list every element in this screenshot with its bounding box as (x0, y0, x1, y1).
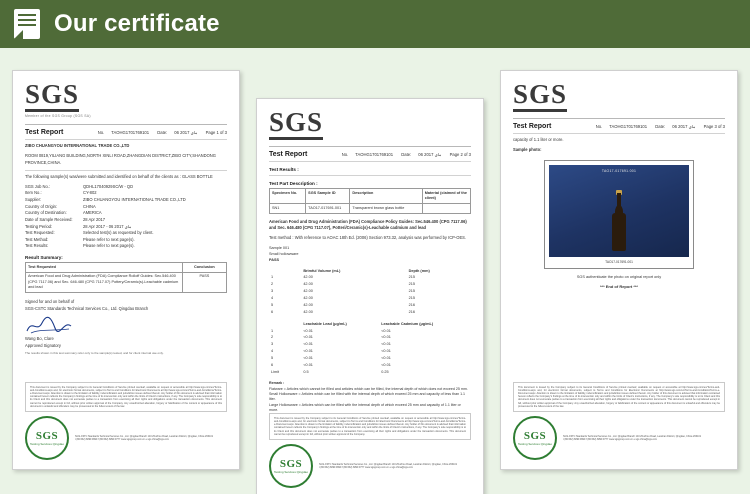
report-no-label: No. (341, 152, 349, 157)
sample-id: Sample 001 (269, 246, 290, 251)
table-cell: 42.00 (303, 289, 313, 294)
field-key: SGS Job No.: (25, 183, 51, 189)
table-cell: <0.01 (381, 356, 391, 361)
table-header: Brimful Volume (mL) (303, 268, 341, 273)
table-cell: 216 (408, 302, 415, 307)
report-no: TAOHG1701769101 (355, 152, 394, 157)
report-date-label: Date: (401, 152, 412, 157)
field-row (25, 243, 227, 250)
field-row (25, 184, 227, 191)
signed-company: SGS-CSTC Standards Technical Services Co., Ltd. Qingdao Branch (25, 305, 149, 311)
field-row (25, 224, 227, 231)
sample-type: Small hollowware (269, 252, 299, 257)
table-row (269, 349, 471, 356)
volume-depth-table (269, 268, 471, 316)
seal-main-text: SGS (279, 457, 303, 470)
divider (269, 161, 471, 162)
table-cell: 215 (408, 289, 415, 294)
table-row (269, 282, 471, 289)
document-footer-3 (501, 382, 737, 469)
table-cell: 42.00 (303, 309, 313, 314)
field-value: CY-802 (83, 190, 97, 196)
field-row (25, 230, 227, 237)
field-row (25, 190, 227, 197)
footer-address: SGS-CSTC Standards Technical Services Co., Ltd. Qingdao Branch 143 Zhuzhou Road, Laoshan District, Qingdao, China 266101 (75, 434, 214, 438)
test-part-desc-label: Test Part Description : (269, 181, 318, 186)
seal-sub-text: Testing Services Qingdao (273, 469, 309, 474)
field-row (25, 237, 227, 244)
table-cell: <0.01 (303, 349, 313, 354)
sgs-logo-1: SGS Member of the SGS Group (SGS SA) (25, 81, 227, 118)
divider (269, 146, 471, 147)
field-key: Country of Destination: (25, 210, 67, 216)
signature-block (25, 299, 227, 356)
legal-disclaimer: This document is issued by the Company subject to its General Conditions of Service printed overleaf, available on request or accessible at http://www.sgs.com/en/Terms-and-Conditions.aspx and, for electronic format documents, subject to Terms and Conditions for Electronic Documents at http://www.sgs.com/en/Terms-and-Conditions/Terms-e-Document.aspx. Attention is drawn to the limitation of liability, indemnification and jurisdiction issues defined therein. Any holder of this document is advised that information contained hereon reflects the Company's findings at the time of its intervention only and within the limits of Client's instructions, if any. The Company's sole responsibility is to its Client and this document does not exonerate parties to a transaction from exercising all their rights and obligations under the transaction documents. This document cannot be reproduced except in full, without prior written approval of the Company. Any unauthorized alteration, forgery or falsification of the content or appearance of this document is unlawful and offenders may be prosecuted to the fullest extent of the law. (25, 382, 227, 412)
table-cell: 3 (271, 289, 274, 294)
table-header: Specimen No. (270, 189, 306, 204)
leachable-table (269, 321, 471, 376)
report-title: Test Report (25, 129, 64, 136)
field-value: Selected test(s) as requested by client. (83, 230, 154, 236)
table-cell: Limit (271, 369, 280, 374)
field-key: Test Requested: (25, 230, 55, 236)
table-row (269, 295, 471, 302)
document-footer-1 (13, 382, 239, 469)
table-cell: 216 (408, 309, 415, 314)
report-date: 06 ماي 2017 (418, 152, 442, 157)
table-cell: <0.01 (303, 362, 313, 367)
report-meta (335, 152, 471, 157)
report-date-label: Date: (157, 130, 168, 135)
table-row (26, 272, 227, 293)
table-row (269, 328, 471, 335)
client-address: ROOM 0819,YILIANG BUILDING,NORTH XINLI ROAD,ZHANGDIAN DISTRICT,ZIBO CITY,SHANDONG PROVINCE,CHINA. (25, 152, 216, 165)
table-row-limit (269, 369, 471, 376)
table-cell: 4 (271, 296, 274, 301)
table-cell: 2 (271, 335, 274, 340)
table-header: SGS Sample ID (306, 189, 350, 204)
table-row (270, 204, 471, 214)
table-row (269, 289, 471, 296)
sgs-seal (269, 444, 313, 488)
table-row (269, 302, 471, 309)
table-cell: 0.5 (303, 369, 309, 374)
table-cell: <0.01 (303, 328, 313, 333)
field-key: Date of Sample Received: (25, 216, 73, 222)
seal-row (25, 416, 227, 460)
table-cell: 4 (271, 349, 274, 354)
seal-row (513, 416, 725, 460)
certificate-card-1[interactable] (12, 70, 240, 470)
table-row (269, 309, 471, 316)
table-cell: <0.01 (381, 349, 391, 354)
photo-tag: TAO17-017691.001 (601, 168, 637, 173)
table-cell: 5 (271, 302, 274, 307)
table-header: Depth (mm) (408, 268, 430, 273)
sample-photo-frame (544, 160, 694, 269)
table-cell: SN1 (270, 204, 306, 214)
sgs-logo-3: SGS (513, 81, 567, 112)
report-page: Page 2 of 3 (449, 152, 471, 157)
field-row (25, 204, 227, 211)
signed-label: Signed for and on behalf of (25, 299, 75, 305)
seal-main-text: SGS (35, 429, 59, 442)
report-fields (25, 184, 227, 250)
report-title: Test Report (513, 123, 552, 130)
seal-sub-text: Testing Services Qingdao (29, 441, 65, 446)
footer-address: SGS-CSTC Standards Technical Services Co., Ltd. Qingdao Branch 143 Zhuzhou Road, Laoshan District, Qingdao, China 266101 (563, 434, 702, 438)
divider (25, 139, 227, 140)
table-cell: 6 (271, 309, 274, 314)
remark-item: Large Hollowware = Articles which can be filled with the internal depth of which exceed 25 mm and capacity of 1.1 liter or more. (269, 402, 461, 413)
field-key: Testing Period: (25, 223, 53, 229)
legal-disclaimer: This document is issued by the Company subject to its General Conditions of Service printed overleaf, available on request or accessible at http://www.sgs.com/en/Terms-and-Conditions.aspx and, for electronic format documents, subject to Terms and Conditions for Electronic Documents at http://www.sgs.com/en/Terms-and-Conditions/Terms-e-Document.aspx. Attention is drawn to the limitation of liability, indemnification and jurisdiction issues defined therein. Any holder of this document is advised that information contained hereon reflects the Company's findings at the time of its intervention only and within the limits of Client's instructions, if any. The Company's sole responsibility is to its Client and this document does not exonerate parties to a transaction from exercising all their rights and obligations under the transaction documents. This document cannot be reproduced except in full, without prior written approval of the Company. (269, 413, 471, 440)
table-row (269, 275, 471, 282)
footer-contact: t (86-532) 6899 9999 f (86-532) 6899 9777 www.sgsgroup.com.cn e sgs.china@sgs.com (563, 438, 657, 441)
table-cell: 215 (408, 296, 415, 301)
remark-label: Remark : (269, 381, 285, 386)
end-of-report-note: *** End of Report *** (599, 283, 638, 289)
divider (269, 175, 471, 176)
field-row (25, 197, 227, 204)
table-cell: 2 (271, 282, 274, 287)
table-header: Leachable Lead (μg/mL) (303, 321, 347, 326)
table-cell: 6 (271, 362, 274, 367)
table-cell: 215 (408, 282, 415, 287)
field-value: 28 Apr 2017 (83, 216, 106, 222)
footer-contact-block (319, 463, 471, 469)
report-page: Page 3 of 3 (703, 124, 725, 129)
report-no: TAOHG1701769101 (111, 130, 150, 135)
page-header (0, 0, 750, 48)
report-no-label: No. (97, 130, 105, 135)
certificate-card-3[interactable] (500, 70, 738, 470)
table-cell: Transparent brown glass bottle (350, 204, 422, 214)
table-cell: 1 (271, 275, 274, 280)
bottle-illustration (612, 189, 626, 251)
method-line: Test method : With reference to AOAC 18th Ed. (2006) Section 973.32, analysis was performed by ICP-OES. (269, 235, 467, 241)
divider (513, 118, 725, 119)
page-title: Our certificate (54, 10, 220, 37)
test-results-label: Test Results : (269, 167, 299, 172)
table-cell: American Food and Drug Administration (FDA) Compliance Rolloff Guides: Sec.546.400 (CPG 7117.06) and Sec. 646.480 (CPG 7117.07) Pottery/Ceramic(s)-Leachable cadmium and lead (26, 272, 183, 293)
table-row (269, 342, 471, 349)
field-value: AMERICA (83, 210, 102, 216)
sgs-logo-subtitle: Member of the SGS Group (SGS SA) (25, 114, 91, 118)
footer-contact: t (86-532) 6899 9999 f (86-532) 6899 9777 www.sgsgroup.com.cn e sgs.china@sgs.com (319, 466, 413, 469)
table-cell: 1 (271, 328, 274, 333)
table-cell: 0.25 (381, 369, 389, 374)
report-date: 06 ماي 2017 (174, 130, 198, 135)
table-cell: <0.01 (381, 328, 391, 333)
footer-contact: t (86-532) 6899 9999 f (86-532) 6899 9777 www.sgsgroup.com.cn e sgs.china@sgs.com (75, 438, 169, 441)
signature-mark (25, 315, 77, 335)
result-summary-label: Result Summary: (25, 255, 63, 261)
table-cell: 42.00 (303, 296, 313, 301)
report-title: Test Report (269, 151, 308, 158)
field-value: CHINA (83, 203, 96, 209)
field-value: Please refer to next page(s). (83, 236, 135, 242)
certificate-card-2[interactable] (256, 98, 484, 494)
divider (25, 124, 227, 125)
field-value: QDHL17040929SC/W - QD (83, 183, 134, 189)
test-part-table (269, 188, 471, 214)
table-cell: <0.01 (381, 335, 391, 340)
table-cell: 42.00 (303, 275, 313, 280)
signer-role: Approved Signatory (25, 342, 61, 348)
remark-block (269, 381, 471, 413)
result-summary-table (25, 262, 227, 293)
authenticate-note: SGS authenticate the photo on original report only (576, 274, 662, 279)
table-cell: 5 (271, 356, 274, 361)
table-cell: 3 (271, 342, 274, 347)
field-key: Test Results: (25, 243, 49, 249)
report-header-1 (25, 129, 227, 136)
table-cell (422, 204, 470, 214)
report-header-3 (513, 123, 725, 130)
signer-note: The results shown in this test summary refer only to the sample(s) tested, and for client internal use only. (25, 351, 164, 356)
sgs-seal (25, 416, 69, 460)
table-header: Conclusion (182, 263, 226, 273)
field-row (25, 210, 227, 217)
report-page: Page 1 of 3 (205, 130, 227, 135)
footer-contact-block (563, 435, 725, 441)
table-cell: PASS (182, 272, 226, 293)
table-row (269, 355, 471, 362)
table-cell: <0.01 (303, 356, 313, 361)
client-name: ZIBO CHUANGYOU INTERNATIONAL TRADE CO.,LTD (25, 143, 130, 148)
table-cell: <0.01 (381, 362, 391, 367)
field-value: ZIBO CHUANGYOU INTERNATIONAL TRADE CO.,LTD (83, 197, 186, 203)
footer-contact-block (75, 435, 227, 441)
table-cell: <0.01 (303, 335, 313, 340)
document-icon (14, 9, 40, 39)
table-cell: <0.01 (381, 342, 391, 347)
field-key: Country of Origin: (25, 203, 58, 209)
sgs-seal (513, 416, 557, 460)
table-header: Description (350, 189, 422, 204)
table-cell: 42.00 (303, 302, 313, 307)
table-cell: 215 (408, 275, 415, 280)
sample-result: PASS (269, 258, 280, 263)
field-key: Supplier: (25, 197, 42, 203)
table-cell: TAO17-017691.001 (306, 204, 350, 214)
report-date: 06 ماي 2017 (672, 124, 696, 129)
content-area (0, 48, 750, 494)
signer-name: Wang Bo, Clare (25, 336, 54, 342)
capacity-note: capacity of 1.1 liter or more. (513, 137, 564, 142)
table-header: Material (claimed of the client) (422, 189, 470, 204)
field-value: Please refer to next page(s). (83, 243, 135, 249)
table-row (269, 335, 471, 342)
report-header-2 (269, 151, 471, 158)
table-row (269, 362, 471, 369)
photo-label: Sample photo: (513, 146, 542, 152)
legal-disclaimer: This document is issued by the Company subject to its General Conditions of Service printed overleaf, available on request or accessible at http://www.sgs.com/en/Terms-and-Conditions.aspx and, for electronic format documents, subject to Terms and Conditions for Electronic Documents at http://www.sgs.com/en/Terms-and-Conditions/Terms-e-Document.aspx. Attention is drawn to the limitation of liability, indemnification and jurisdiction issues defined therein. Any holder of this document is advised that information contained hereon reflects the Company's findings at the time of its intervention only and within the limits of Client's instructions, if any. The Company's sole responsibility is to its Client and this document does not exonerate parties to a transaction from exercising all their rights and obligations under the transaction documents. This document cannot be reproduced except in full, without prior written approval of the Company. Any unauthorized alteration, forgery or falsification of the content or appearance of this document is unlawful and offenders may be prosecuted to the fullest extent of the law. (513, 382, 725, 412)
report-date-label: Date: (655, 124, 666, 129)
remark-item: Flatware = Articles which cannot be filled and articles which can be filled, the internal depth of which does not exceed 25 mm. (269, 386, 468, 391)
remark-item: Small Hollowware = Articles which can be filled with the internal depth of which exceed 25 mm and capacity of less than 1.1 liter. (269, 391, 466, 402)
report-no: TAOHG1701769101 (609, 124, 648, 129)
field-value: 28 Apr 2017 - 06 ماي 2017 (83, 223, 132, 229)
report-meta (589, 124, 725, 129)
method-heading: American Food and Drug Administration (FDA) Compliance Policy Guides: Sec.546.400 (CPG 7117.06) and Sec. 646.480 (CPG 7117.07), Potteri/Ceramic(s)-Leachable cadmium and lead (269, 218, 467, 231)
table-cell: 42.00 (303, 282, 313, 287)
table-header: Test Requested (26, 263, 183, 273)
report-meta (91, 130, 227, 135)
table-header: Leachable Cadmium (μg/mL) (381, 321, 434, 326)
seal-main-text: SGS (523, 429, 547, 442)
field-key: Test Method: (25, 236, 49, 242)
divider (513, 133, 725, 134)
field-row (25, 217, 227, 224)
sgs-logo-2: SGS (269, 109, 323, 140)
table-cell: <0.01 (303, 342, 313, 347)
divider (25, 170, 227, 171)
field-key: Item No.: (25, 190, 42, 196)
seal-sub-text: Testing Services Qingdao (517, 441, 553, 446)
photo-caption: TAO17-017691.001 (605, 259, 633, 264)
seal-row (269, 444, 471, 488)
sample-photo (549, 165, 689, 257)
report-no-label: No. (595, 124, 603, 129)
intro-text: The following sample(s) was/were submitted and identified on behalf of the clients as : GLASS BOTTLE (25, 173, 213, 179)
document-footer-2 (257, 413, 483, 494)
footer-address: SGS-CSTC Standards Technical Services Co., Ltd. Qingdao Branch 143 Zhuzhou Road, Laoshan District, Qingdao, China 266101 (319, 462, 458, 466)
